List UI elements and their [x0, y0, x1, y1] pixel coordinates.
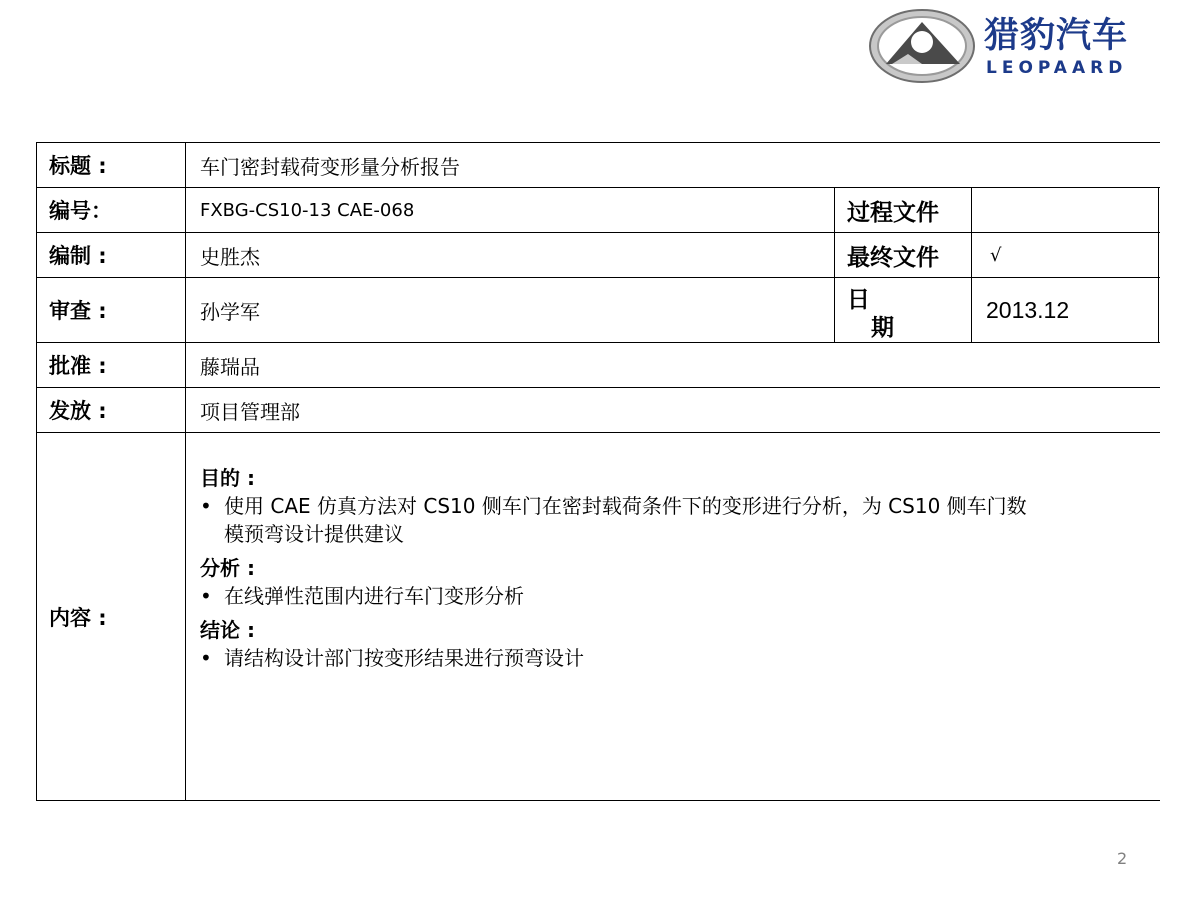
logo-chinese-text: 猎豹汽车 [984, 16, 1129, 56]
review-label: 审查 : [49, 299, 107, 323]
prepared-label: 编制 : [49, 244, 107, 268]
review-value: 孙学军 [200, 299, 260, 324]
prepared-value: 史胜杰 [200, 244, 260, 269]
leopaard-emblem-icon [868, 8, 976, 84]
date-label-char-2: 期 [871, 315, 894, 341]
purpose-line-1: 使用 CAE 仿真方法对 CS10 侧车门在密封载荷条件下的变形进行分析，为 CS10 侧车门数 [224, 494, 1027, 518]
final-file-checkmark: √ [990, 244, 1002, 266]
table-bottom-border [37, 800, 1160, 801]
leopaard-logo [868, 8, 1190, 84]
content-label: 内容 : [49, 605, 107, 630]
purpose-heading: 目的 : [200, 466, 255, 490]
table-right-border [1158, 187, 1159, 342]
number-label: 编号： [49, 199, 112, 223]
process-file-label: 过程文件 [847, 199, 939, 226]
conclusion-heading: 结论 : [200, 618, 255, 642]
page-number: 2 [1117, 849, 1128, 868]
release-value: 项目管理部 [200, 399, 300, 424]
number-value: FXBG-CS10-13 CAE-068 [200, 199, 415, 221]
analysis-bullet: • 在线弹性范围内进行车门变形分析 [200, 582, 1150, 610]
analysis-heading: 分析 : [200, 556, 255, 580]
logo-english-text: LEOPAARD [986, 58, 1128, 78]
table-row-divider [37, 432, 1160, 433]
purpose-line-2: 模预弯设计提供建议 [224, 522, 404, 546]
release-label: 发放 : [49, 399, 107, 423]
approve-label: 批准 : [49, 354, 107, 378]
title-value: 车门密封载荷变形量分析报告 [200, 154, 460, 179]
date-label-char-1: 日 [847, 287, 870, 313]
purpose-bullet [200, 492, 1150, 548]
date-value: 2013.12 [986, 296, 1070, 323]
date-label [835, 278, 971, 342]
conclusion-bullet: • 请结构设计部门按变形结果进行预弯设计 [200, 644, 1150, 672]
approve-value: 藤瑞品 [200, 354, 260, 379]
title-label: 标题 : [49, 154, 107, 178]
final-file-label: 最终文件 [847, 244, 939, 271]
content-body [200, 462, 1150, 676]
process-file-value [972, 188, 1158, 232]
